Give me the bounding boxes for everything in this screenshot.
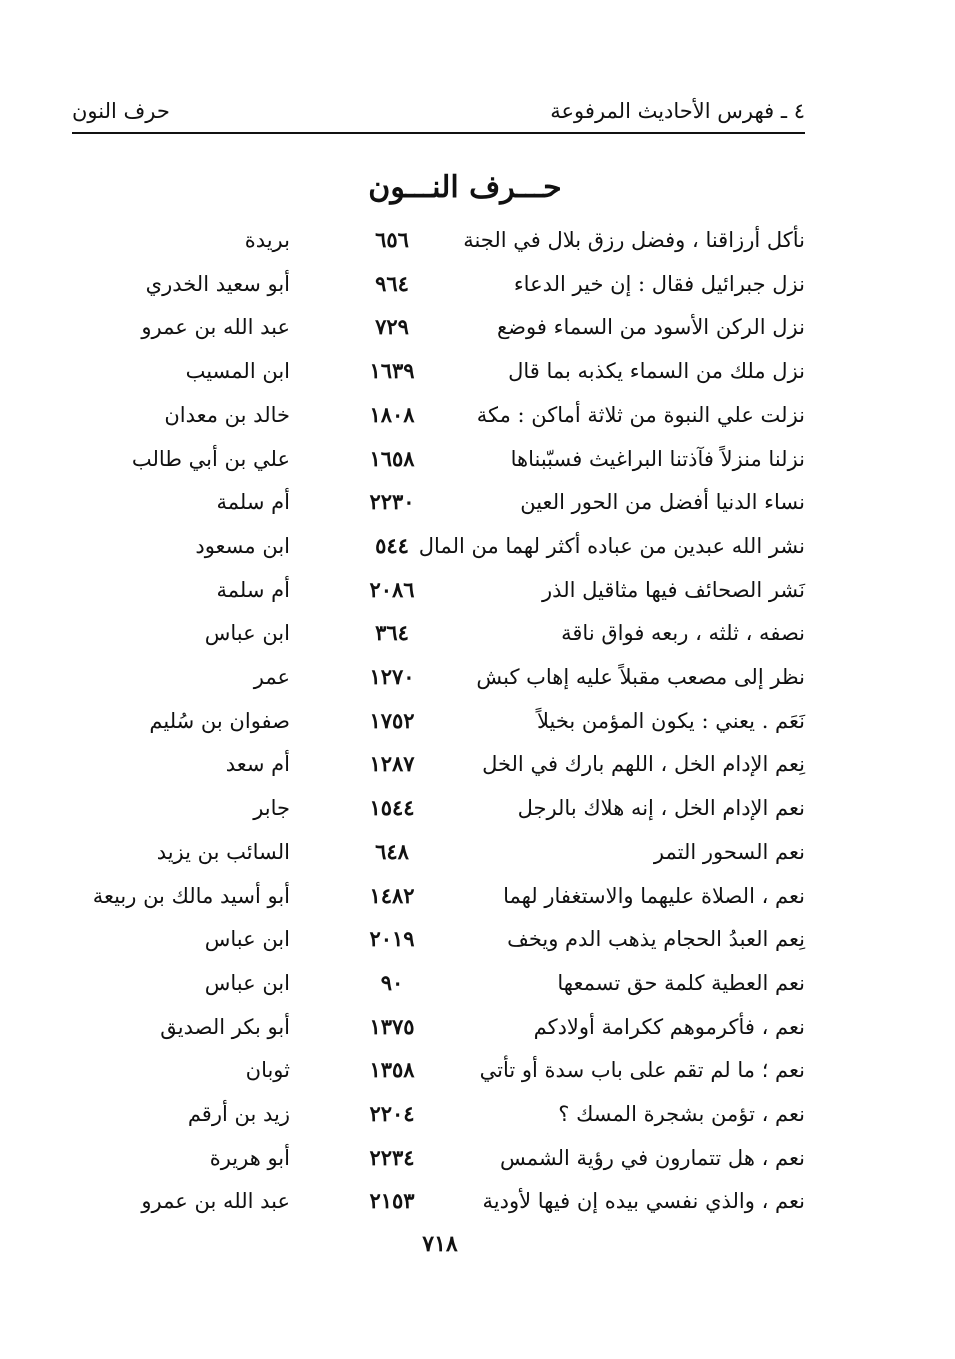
hadith-text: نعم ، والذي نفسي بيده إن فيها لأودية: [482, 1189, 805, 1214]
hadith-text: نعم ، تؤمن بشجرة المسك ؟: [558, 1102, 805, 1126]
index-entry: [0, 351, 955, 391]
hadith-number: ٢٢٣٤: [369, 1144, 415, 1170]
hadith-text: نعم ، فأكرموهم ككرامة أولادكم: [533, 1014, 805, 1039]
running-header: [72, 96, 805, 130]
hadith-text: نشر الله عبدين من عباده أكثر لهما من المال: [418, 533, 805, 558]
section-header-label: حرف النون: [72, 99, 170, 123]
hadith-text: نزلنا منزلاً فآذتنا البراغيث فسبّبناها: [510, 446, 805, 471]
narrator-name: أبو سعيد الخدري: [145, 271, 290, 296]
hadith-number: ١٤٨٢: [369, 882, 415, 908]
hadith-number: ١٣٥٨: [369, 1057, 415, 1083]
hadith-text: نعم ، الصلاة عليهما والاستغفار لهما: [503, 883, 805, 908]
hadith-text: نِعم الإدام الخل ، اللهم بارك في الخل: [482, 752, 805, 777]
hadith-text: نزل ملك من السماء يكذبه بما قال: [508, 359, 805, 384]
index-entry: [0, 307, 955, 347]
index-entry: [0, 788, 955, 828]
hadith-number: ٩٠: [380, 969, 404, 995]
narrator-name: أم سلمة: [216, 577, 290, 602]
index-entry: [0, 264, 955, 304]
narrator-name: جابر: [253, 796, 290, 821]
hadith-text: نعم ؛ ما لم تقم على باب سدة أو تأتي: [479, 1058, 805, 1083]
section-title: حـــرف النـــون: [368, 170, 562, 205]
hadith-text: نَعَم . يعني : يكون المؤمن بخيلاً: [536, 708, 805, 733]
index-entry: [0, 919, 955, 959]
hadith-number: ٦٥٦: [375, 227, 409, 252]
hadith-number: ٢٢٠٤: [369, 1101, 415, 1126]
hadith-text: نأكل أرزاقنا ، وفضل رزق بلال في الجنة: [463, 228, 805, 252]
index-entry: [0, 744, 955, 784]
narrator-name: أبو أسيد مالك بن ربيعة: [92, 883, 290, 908]
hadith-text: نظر إلى مصعب مقبلاً عليه إهاب كبش: [476, 665, 805, 689]
narrator-name: ابن مسعود: [195, 533, 290, 558]
hadith-text: نعم السحور التمر: [653, 839, 805, 864]
hadith-number: ١٨٠٨: [369, 401, 415, 427]
hadith-number: ٢٠١٩: [369, 926, 415, 952]
hadith-number: ١٧٥٢: [369, 707, 415, 733]
hadith-text: نِعم العبدُ الحجام يذهب الدم ويخف: [507, 927, 805, 952]
index-entry: [0, 1050, 955, 1090]
narrator-name: عمر: [253, 665, 290, 689]
hadith-text: نزل جبرائيل فقال : إن خير الدعاء: [513, 271, 805, 296]
narrator-name: أبو هريرة: [209, 1145, 290, 1170]
hadith-number: ١٦٥٨: [369, 445, 415, 471]
index-entry: [0, 395, 955, 435]
narrator-name: ابن المسيب: [185, 359, 290, 384]
narrator-name: ابن عباس: [204, 970, 290, 995]
hadith-number: ٧٢٩: [375, 314, 409, 340]
index-entry: [0, 1138, 955, 1178]
hadith-text: نعم ، هل تتمارون في رؤية الشمس: [500, 1145, 805, 1170]
narrator-name: السائب بن يزيد: [156, 839, 290, 864]
narrator-name: ابن عباس: [204, 927, 290, 952]
index-entry: [0, 876, 955, 916]
hadith-text: نعم العطية كلمة حق تسمعها: [557, 970, 805, 995]
narrator-name: ابن عباس: [204, 621, 290, 646]
index-entry: [0, 220, 955, 260]
narrator-name: علي بن أبي طالب: [131, 446, 290, 471]
index-entry: [0, 613, 955, 653]
narrator-name: عبد الله بن عمرو: [141, 315, 290, 340]
index-entry: [0, 1181, 955, 1221]
hadith-number: ٩٦٤: [375, 270, 409, 296]
index-entry: [0, 701, 955, 741]
index-entry: [0, 570, 955, 610]
narrator-name: أم سلمة: [216, 490, 290, 515]
hadith-text: نعم الإدام الخل ، إنه هلاك بالرجل: [517, 796, 805, 821]
index-entry: [0, 657, 955, 697]
header-rule: [72, 132, 805, 134]
hadith-number: ١٣٧٥: [369, 1013, 415, 1039]
hadith-number: ١٥٤٤: [369, 795, 415, 821]
hadith-text: نزلت علي النبوة من ثلاثة أماكن : مكة: [476, 402, 805, 427]
hadith-number: ٣٦٤: [375, 620, 409, 646]
index-entry: [0, 832, 955, 872]
narrator-name: زيد بن أرقم: [187, 1102, 290, 1126]
page-number: ٧١٨: [422, 1231, 458, 1257]
narrator-name: خالد بن معدان: [164, 402, 290, 427]
narrator-name: صفوان بن سُليم: [149, 708, 290, 733]
chapter-title: ٤ ـ فهرس الأحاديث المرفوعة: [550, 99, 805, 123]
hadith-text: نَشر الصحائف فيها مثاقيل الذر: [542, 577, 805, 602]
hadith-number: ١٢٨٧: [369, 751, 415, 777]
narrator-name: عبد الله بن عمرو: [141, 1189, 290, 1214]
narrator-name: ثوبان: [245, 1058, 290, 1083]
narrator-name: أبو بكر الصديق: [160, 1014, 290, 1039]
hadith-number: ٥٤٤: [375, 532, 409, 558]
hadith-text: نساء الدنيا أفضل من الحور العين: [520, 490, 805, 515]
hadith-number: ٢٢٣٠: [369, 489, 415, 515]
hadith-number: ١٦٣٩: [369, 358, 415, 384]
hadith-number: ٢١٥٣: [369, 1188, 415, 1214]
index-entry: [0, 526, 955, 566]
index-entry: [0, 439, 955, 479]
index-entry: [0, 963, 955, 1003]
narrator-name: أم سعد: [225, 752, 290, 777]
narrator-name: بريدة: [244, 228, 290, 252]
hadith-number: ١٢٧٠: [369, 664, 415, 689]
hadith-number: ٦٤٨: [375, 838, 409, 864]
index-entry: [0, 1007, 955, 1047]
hadith-number: ٢٠٨٦: [369, 576, 415, 602]
index-entry: [0, 1094, 955, 1134]
index-entry: [0, 482, 955, 522]
hadith-text: نصفه ، ثلثه ، ربعه فواق ناقة: [561, 621, 805, 646]
hadith-text: نزل الركن الأسود من السماء فوضع: [497, 315, 805, 340]
